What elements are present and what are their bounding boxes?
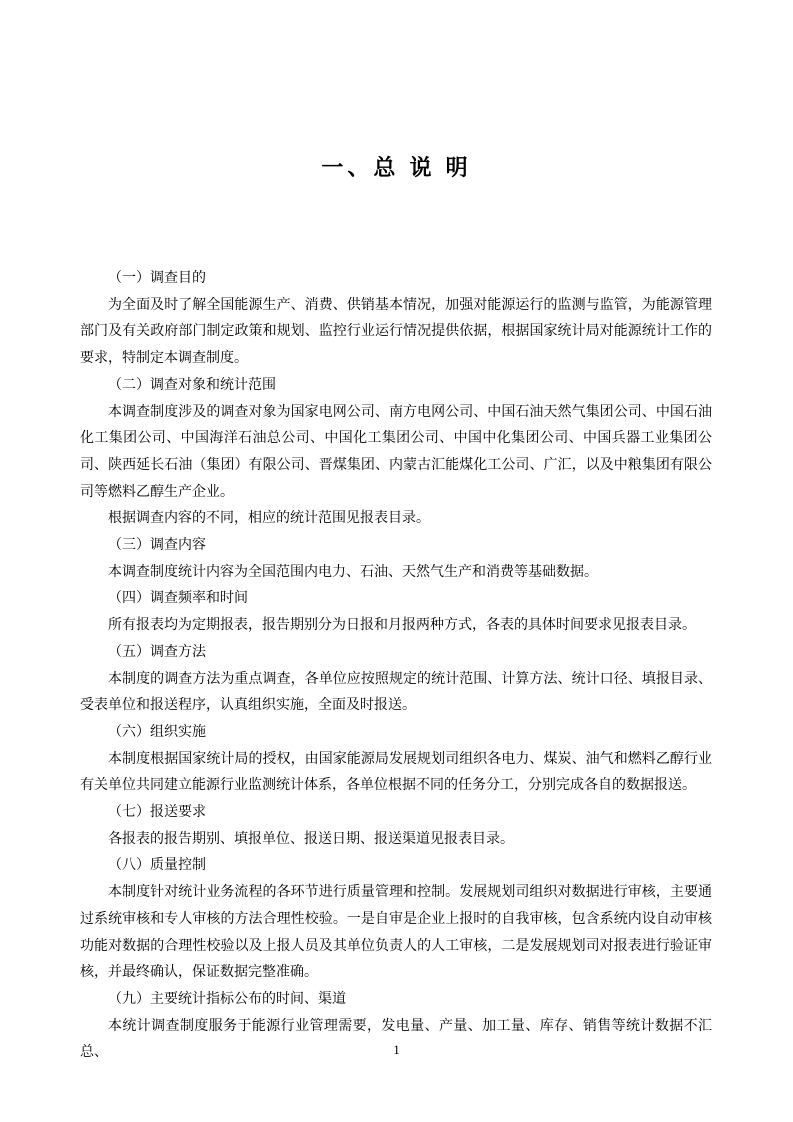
body-paragraph: 本制度的调查方法为重点调查，各单位应按照规定的统计范围、计算方法、统计口径、填报目录、受表单位和报送程序，认真组织实施，全面及时报送。 bbox=[80, 671, 712, 714]
page-title: 一、总 说 明 bbox=[321, 154, 472, 180]
body-paragraph: 本统计调查制度服务于能源行业管理需要，发电量、产量、加工量、库存、销售等统计数据不汇总、 bbox=[80, 1018, 712, 1061]
section-heading: （五）调查方法 bbox=[108, 644, 206, 660]
body-paragraph: 所有报表均为定期报表，报告期别分为日报和月报两种方式，各表的具体时间要求见报表目录。 bbox=[108, 618, 696, 634]
section-heading: （九）主要统计指标公布的时间、渠道 bbox=[108, 991, 346, 1007]
body-paragraph: 本调查制度统计内容为全国范围内电力、石油、天然气生产和消费等基础数据。 bbox=[108, 564, 598, 580]
page-number: 1 bbox=[393, 1042, 400, 1057]
document-body bbox=[80, 266, 712, 1067]
section-heading: （八）质量控制 bbox=[108, 858, 206, 874]
body-paragraph: 本制度根据国家统计局的授权，由国家能源局发展规划司组织各电力、煤炭、油气和燃料乙醇行业有关单位共同建立能源行业监测统计体系，各单位根据不同的任务分工，分别完成各自的数据报送。 bbox=[80, 751, 712, 794]
section-heading: （二）调查对象和统计范围 bbox=[108, 377, 276, 393]
body-paragraph: 本调查制度涉及的调查对象为国家电网公司、南方电网公司、中国石油天然气集团公司、中国石油化工集团公司、中国海洋石油总公司、中国化工集团公司、中国中化集团公司、中国兵器工业集团公司、陕西延长石油（集团）有限公司、晋煤集团、内蒙古汇能煤化工公司、广汇，以及中粮集团有限公司等燃料乙醇生产企业。 bbox=[80, 404, 712, 500]
body-paragraph: 本制度针对统计业务流程的各环节进行质量管理和控制。发展规划司组织对数据进行审核，主要通过系统审核和专人审核的方法合理性校验。一是自审是企业上报时的自我审核，包含系统内设自动审核功能对数据的合理性校验以及上报人员及其单位负责人的人工审核，二是发展规划司对报表进行验证审核，并最终确认，保证数据完整准确。 bbox=[80, 885, 712, 981]
body-paragraph: 根据调查内容的不同，相应的统计范围见报表目录。 bbox=[108, 511, 430, 527]
body-paragraph: 为全面及时了解全国能源生产、消费、供销基本情况，加强对能源运行的监测与监管，为能源管理部门及有关政府部门制定政策和规划、监控行业运行情况提供依据，根据国家统计局对能源统计工作的要求，特制定本调查制度。 bbox=[80, 297, 712, 367]
section-heading: （七）报送要求 bbox=[108, 805, 206, 821]
section-heading: （三）调查内容 bbox=[108, 538, 206, 554]
section-heading: （六）组织实施 bbox=[108, 724, 206, 740]
body-paragraph: 各报表的报告期别、填报单位、报送日期、报送渠道见报表目录。 bbox=[108, 831, 514, 847]
section-heading: （一）调查目的 bbox=[108, 271, 206, 286]
section-heading: （四）调查频率和时间 bbox=[108, 591, 248, 607]
